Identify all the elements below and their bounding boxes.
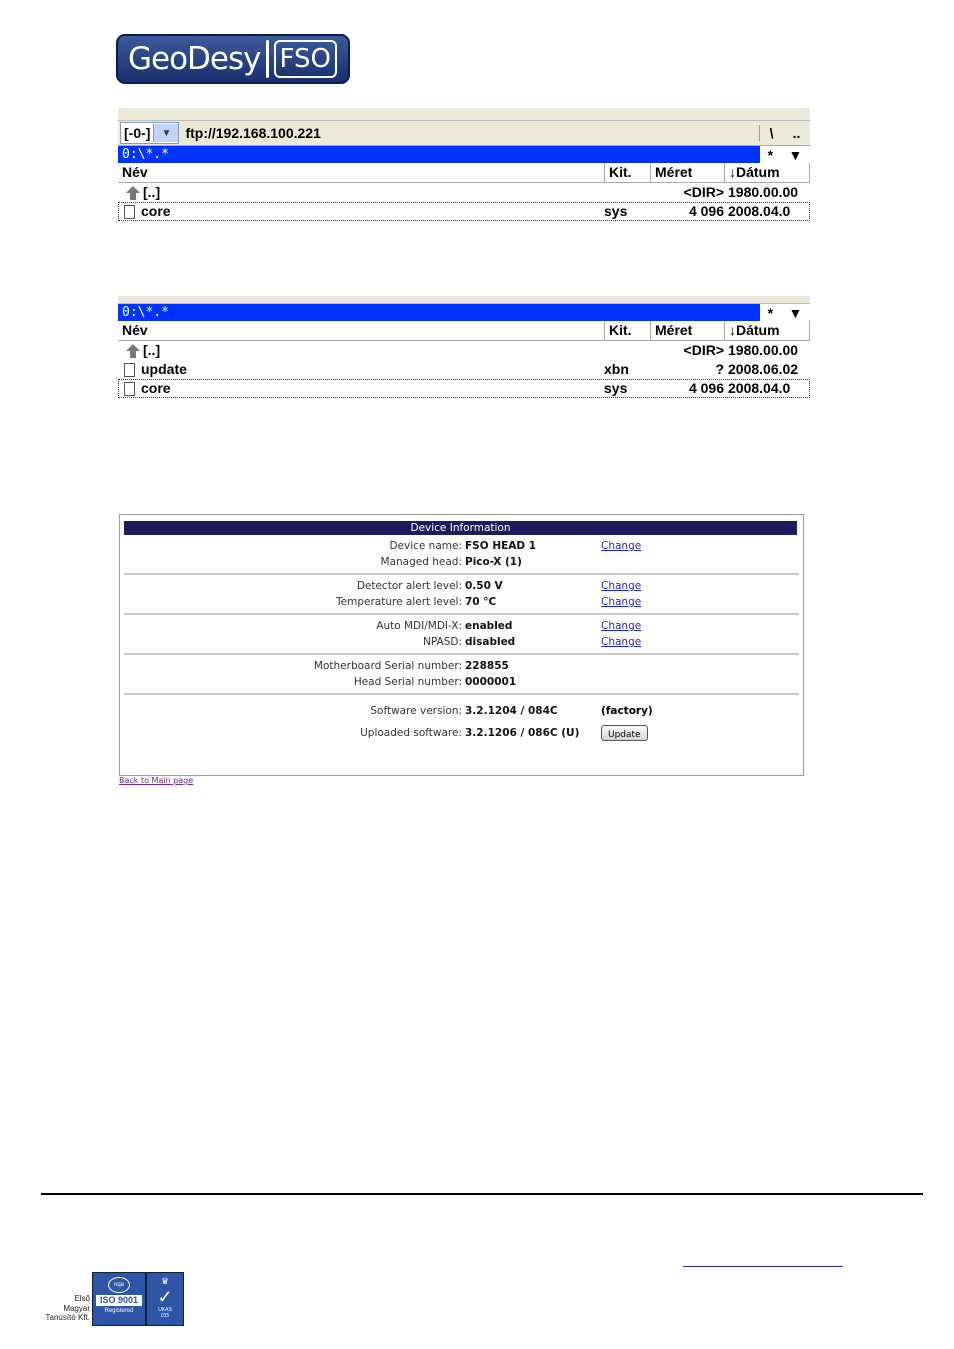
ftp-file-panel <box>118 108 810 256</box>
detector-alert-value: 0.50 V <box>465 580 503 592</box>
iso-9001-badge <box>92 1272 146 1326</box>
file-size: 4 096 <box>688 203 724 219</box>
serial-section <box>124 655 799 695</box>
temperature-alert-label: Temperature alert level: <box>336 596 462 608</box>
device-information-panel <box>119 514 804 776</box>
certifier-line: Magyar <box>63 1303 90 1313</box>
logo-separator <box>266 40 269 78</box>
column-name[interactable]: Név <box>118 163 605 182</box>
filter-dropdown-icon[interactable]: ▼ <box>788 146 803 163</box>
filter-label: * <box>767 304 774 321</box>
file-date: 2008.04.0 <box>728 380 791 396</box>
file-row[interactable] <box>118 360 810 379</box>
checkmark-icon: ✓ <box>157 1287 173 1307</box>
file-ext <box>604 183 650 202</box>
file-size: 4 096 <box>688 380 724 396</box>
file-name: core <box>141 380 171 396</box>
software-section <box>124 695 799 744</box>
column-name[interactable]: Név <box>118 321 605 340</box>
change-detector-alert-link[interactable]: Change <box>601 580 642 592</box>
device-name-value: FSO HEAD 1 <box>465 540 537 552</box>
filter-control[interactable] <box>760 146 810 163</box>
toolbar-strip <box>118 296 810 304</box>
file-row[interactable] <box>118 202 810 221</box>
change-npasd-link[interactable]: Change <box>601 636 642 648</box>
device-information-title: Device Information <box>124 521 797 535</box>
column-size[interactable]: Méret <box>651 163 725 182</box>
toolbar-strip <box>118 108 810 121</box>
column-header <box>118 321 810 341</box>
file-date: 2008.06.02 <box>728 361 799 377</box>
nqa-mark: nqa <box>108 1277 130 1293</box>
uploaded-software-value: 3.2.1206 / 086C (U) <box>465 727 580 739</box>
root-dir-button[interactable]: \ <box>769 125 774 141</box>
file-row[interactable] <box>118 379 810 398</box>
ukas-label: UKAS <box>158 1307 172 1313</box>
change-device-name-link[interactable]: Change <box>601 540 642 552</box>
change-temperature-alert-link[interactable]: Change <box>601 596 642 608</box>
ukas-number: 015 <box>160 1313 170 1319</box>
current-path: 0:\*.* <box>118 146 760 163</box>
file-row[interactable] <box>118 183 810 202</box>
file-size: ? <box>715 361 724 377</box>
footer-divider <box>41 1193 923 1195</box>
auto-mdi-label: Auto MDI/MDI-X: <box>376 620 462 632</box>
file-size: <DIR> <box>683 184 724 200</box>
path-bar <box>118 146 810 163</box>
geodesy-fso-logo <box>116 34 350 84</box>
software-version-note: (factory) <box>601 705 653 717</box>
crown-icon: ♛ <box>160 1276 170 1286</box>
head-serial-value: 0000001 <box>465 676 517 688</box>
registered-label: Registered <box>104 1308 134 1314</box>
certifier-line: Első <box>74 1294 90 1303</box>
column-date[interactable]: ↓Dátum <box>725 321 810 340</box>
file-icon <box>124 363 135 377</box>
file-icon <box>124 382 135 396</box>
column-size[interactable]: Méret <box>651 321 725 340</box>
path-bar <box>118 304 810 321</box>
network-section <box>124 615 799 655</box>
file-ext: sys <box>604 203 628 219</box>
file-size: <DIR> <box>683 342 724 358</box>
column-ext[interactable]: Kit. <box>605 163 651 182</box>
file-row[interactable] <box>118 341 810 360</box>
nav-buttons <box>759 125 810 141</box>
file-ext <box>604 341 650 360</box>
uploaded-software-label: Uploaded software: <box>360 727 462 739</box>
parent-folder-icon <box>124 186 140 200</box>
filter-dropdown-icon[interactable]: ▼ <box>788 304 803 321</box>
back-to-main-link[interactable]: Back to Main page <box>119 776 194 785</box>
file-name: core <box>141 203 171 219</box>
file-date: 1980.00.00 <box>728 184 799 200</box>
alert-section <box>124 575 799 615</box>
logo-sub-text: FSO <box>274 40 337 78</box>
drive-select[interactable] <box>120 122 179 144</box>
file-ext: sys <box>604 380 628 396</box>
certifier-line: Tanúsító Kft. <box>45 1313 90 1322</box>
managed-head-value: Pico-X (1) <box>465 556 522 568</box>
detector-alert-label: Detector alert level: <box>356 580 462 592</box>
device-name-label: Device name: <box>389 540 462 552</box>
device-section <box>124 535 799 575</box>
drive-bar <box>118 121 810 146</box>
column-header <box>118 163 810 183</box>
parent-dir-button[interactable]: .. <box>792 125 801 141</box>
software-version-value: 3.2.1204 / 084C <box>465 705 558 717</box>
current-path: 0:\*.* <box>118 304 760 321</box>
npasd-label: NPASD: <box>423 636 462 648</box>
ukas-badge <box>146 1272 184 1326</box>
mb-serial-label: Motherboard Serial number: <box>313 660 462 672</box>
file-icon <box>124 205 135 219</box>
file-name: update <box>141 361 187 377</box>
chevron-down-icon[interactable]: ▼ <box>153 124 178 142</box>
file-name: [..] <box>143 342 161 358</box>
head-serial-label: Head Serial number: <box>353 676 462 688</box>
filter-control[interactable] <box>760 304 810 321</box>
footer-link[interactable] <box>683 1266 843 1267</box>
certifier-text <box>30 1294 90 1323</box>
drive-select-value: [-0-] <box>124 125 151 141</box>
certification-logos <box>30 1270 184 1328</box>
file-date: 1980.00.00 <box>728 342 799 358</box>
file-date: 2008.04.0 <box>728 203 791 219</box>
filter-label: * <box>767 146 774 163</box>
temperature-alert-value: 70 °C <box>465 596 497 608</box>
change-auto-mdi-link[interactable]: Change <box>601 620 642 632</box>
file-ext: xbn <box>604 361 629 377</box>
logo-main-text: GeoDesy <box>128 41 261 77</box>
update-button[interactable]: Update <box>601 725 648 741</box>
iso-label: ISO 9001 <box>96 1295 142 1306</box>
managed-head-label: Managed head: <box>380 556 462 568</box>
npasd-value: disabled <box>465 636 516 648</box>
parent-folder-icon <box>124 344 140 358</box>
column-ext[interactable]: Kit. <box>605 321 651 340</box>
column-date[interactable]: ↓Dátum <box>725 163 810 182</box>
mb-serial-value: 228855 <box>465 660 509 672</box>
software-version-label: Software version: <box>370 705 462 717</box>
local-file-panel <box>118 296 810 417</box>
auto-mdi-value: enabled <box>465 620 513 632</box>
ftp-address: ftp://192.168.100.221 <box>185 125 321 141</box>
file-name: [..] <box>143 184 161 200</box>
